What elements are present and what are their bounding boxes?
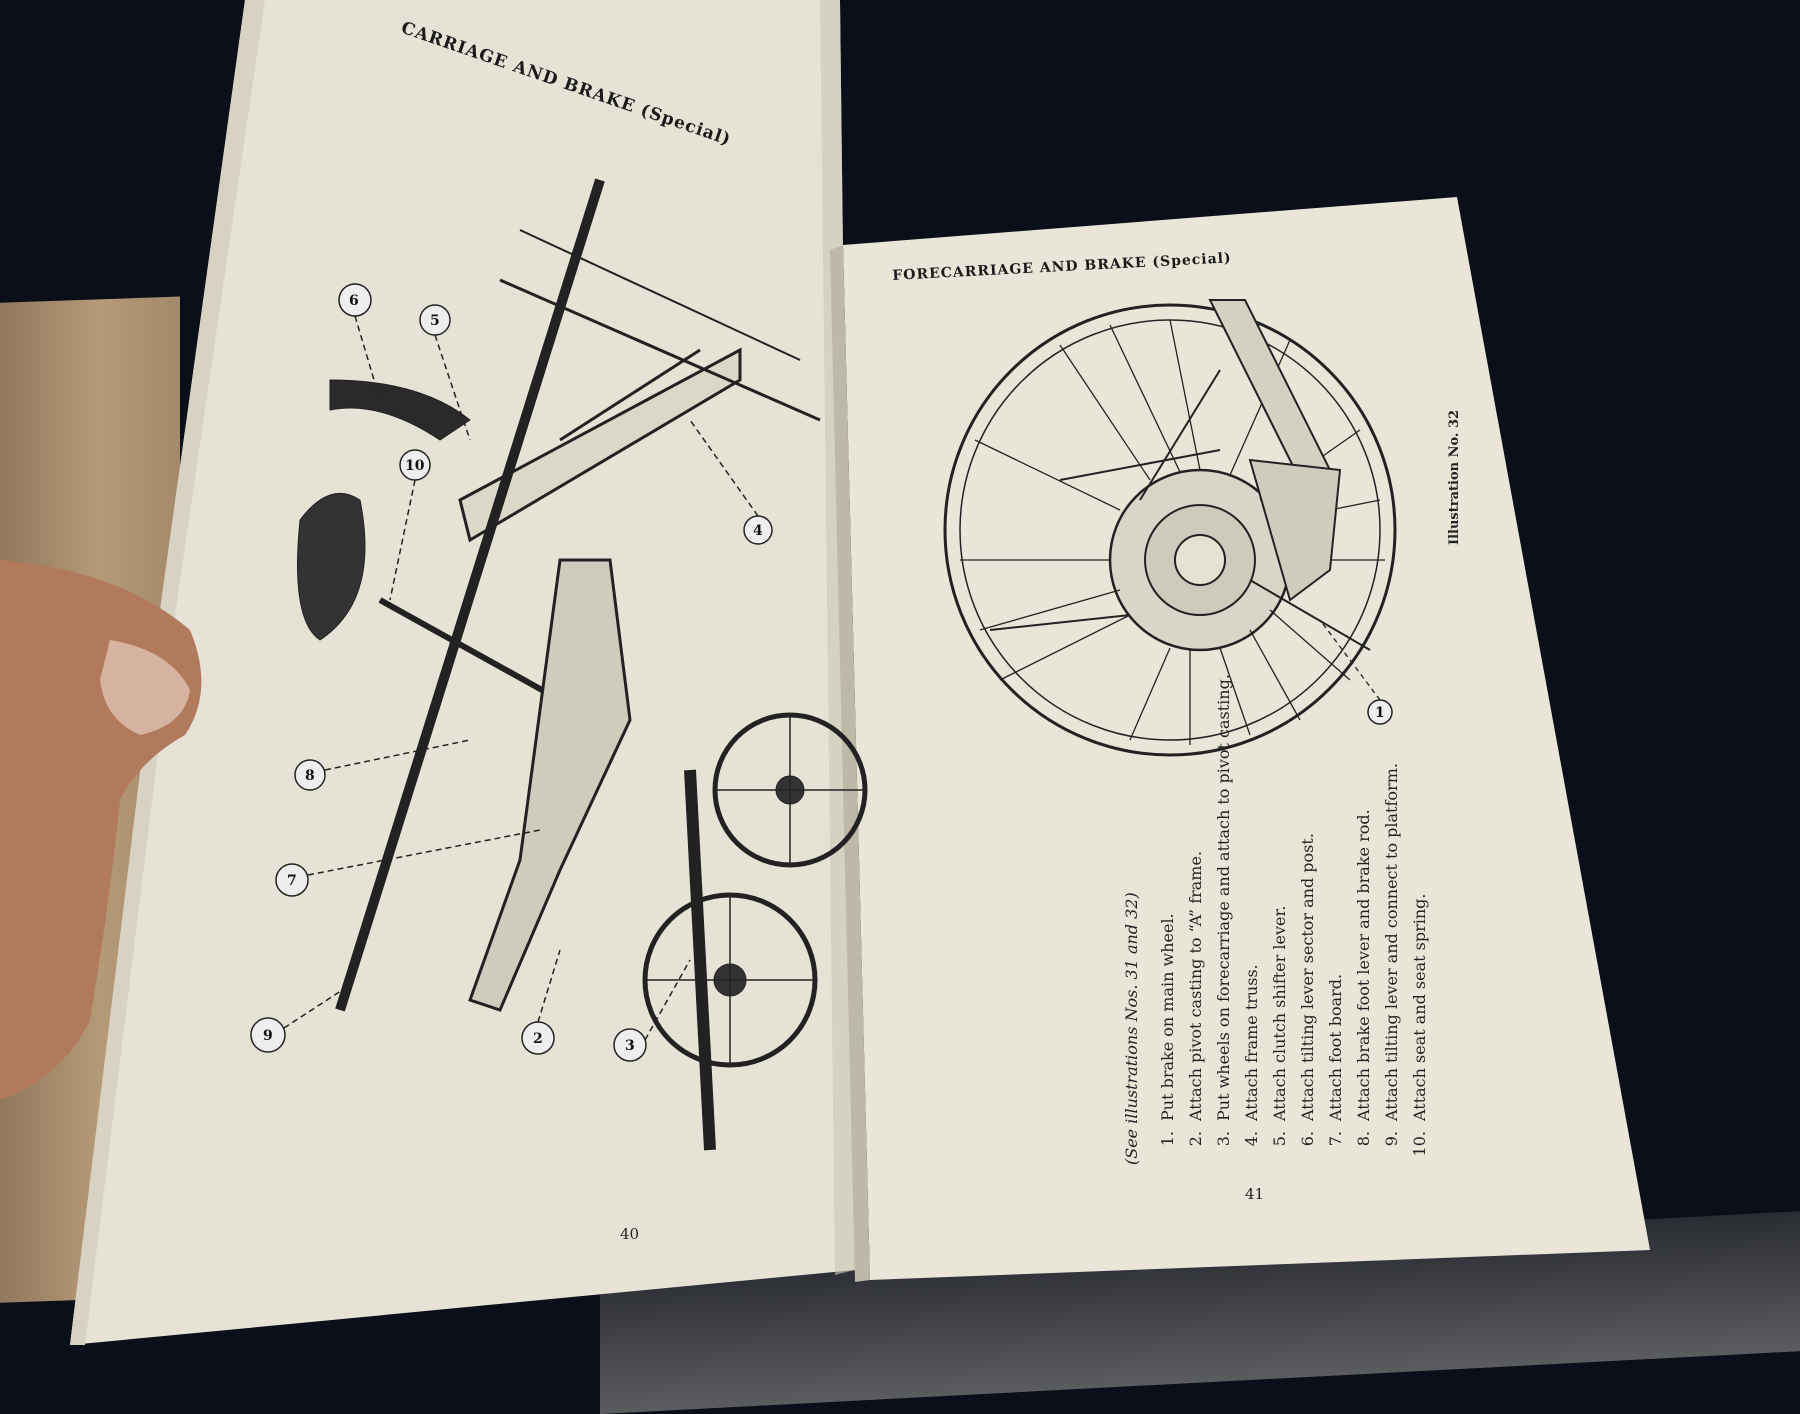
- right-page-number: 41: [1245, 1185, 1265, 1203]
- step-item: 2.Attach pivot casting to “A” frame.: [1186, 850, 1205, 1147]
- callout-9: 9: [263, 1028, 273, 1044]
- callout-6: 6: [349, 293, 359, 309]
- callout-7: 7: [287, 873, 297, 889]
- step-item: 1.Put brake on main wheel.: [1158, 913, 1177, 1147]
- instructions-list: [1118, 605, 1434, 1165]
- callout-1: 1: [1375, 705, 1385, 721]
- callout-5: 5: [430, 313, 440, 329]
- illustration-label: Illustration No. 32: [1447, 409, 1462, 545]
- step-item: 4.Attach frame truss.: [1242, 964, 1261, 1147]
- right-page-heading: FORECARRIAGE AND BRAKE (Special): [892, 250, 1233, 284]
- step-item: 10.Attach seat and seat spring.: [1410, 893, 1429, 1157]
- step-item: 3.Put wheels on forecarriage and attach to pivot casting.: [1214, 674, 1233, 1147]
- callout-8: 8: [305, 768, 315, 784]
- left-page-heading: CARRIAGE AND BRAKE (Special): [398, 18, 734, 151]
- step-item: 9.Attach tilting lever and connect to platform.: [1382, 763, 1401, 1147]
- left-page-number: 40: [620, 1225, 640, 1243]
- callout-2: 2: [533, 1031, 543, 1047]
- step-item: 5.Attach clutch shifter lever.: [1270, 905, 1289, 1147]
- step-item: 8.Attach brake foot lever and brake rod.: [1354, 809, 1373, 1147]
- callout-3: 3: [625, 1038, 635, 1054]
- step-item: 6.Attach tilting lever sector and post.: [1298, 833, 1317, 1147]
- callout-4: 4: [753, 523, 763, 539]
- instructions-caption: (See illustrations Nos. 31 and 32): [1122, 892, 1141, 1165]
- callout-10: 10: [405, 458, 425, 474]
- step-item: 7.Attach foot board.: [1326, 973, 1345, 1147]
